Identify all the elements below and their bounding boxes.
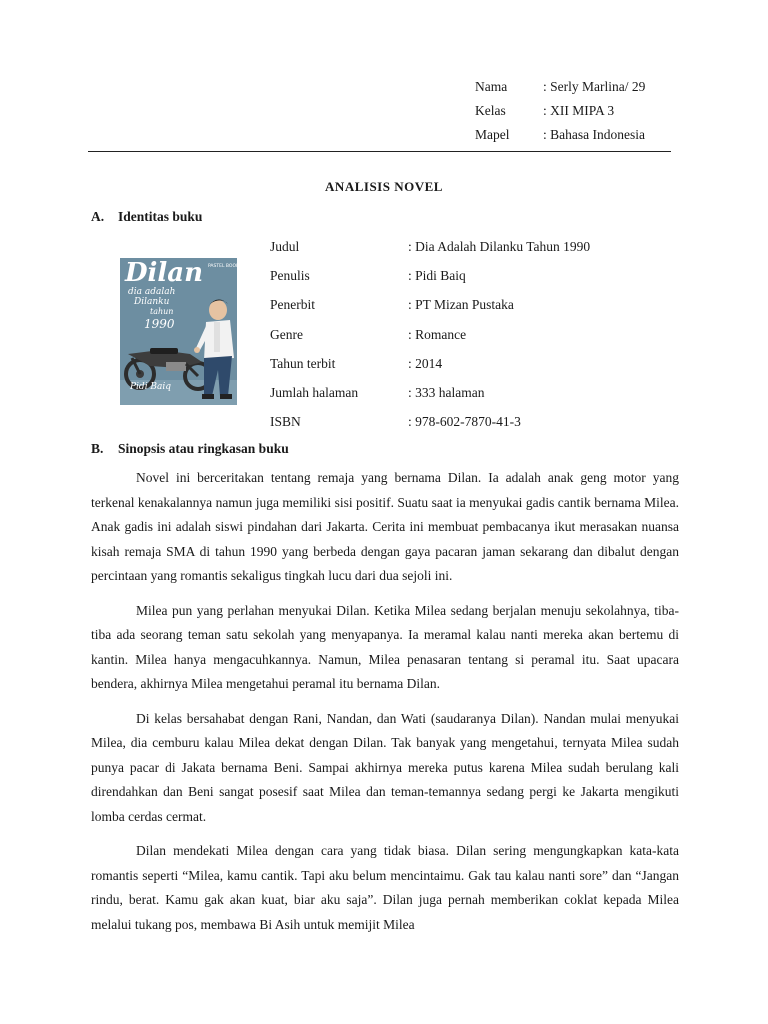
subject-row xyxy=(475,124,645,148)
subject-value: : Bahasa Indonesia xyxy=(543,127,645,142)
subject-label: Mapel xyxy=(475,127,510,142)
book-identity-table xyxy=(270,236,590,440)
book-info-row xyxy=(270,411,590,440)
student-class-row xyxy=(475,100,645,124)
section-a-letter: A. xyxy=(91,209,105,224)
cover-script-line-1: dia adalah xyxy=(128,287,176,297)
book-info-value: : PT Mizan Pustaka xyxy=(408,297,514,313)
book-info-label: Judul xyxy=(270,239,300,254)
book-info-value: : Pidi Baiq xyxy=(408,268,466,284)
book-info-row xyxy=(270,265,590,294)
section-b-title: Sinopsis atau ringkasan buku xyxy=(118,441,289,456)
cover-script-line-2: Dilanku xyxy=(134,297,170,307)
book-cover-image xyxy=(120,258,242,405)
section-b-heading xyxy=(91,441,289,457)
book-info-row xyxy=(270,294,590,323)
synopsis-paragraph: Di kelas bersahabat dengan Rani, Nandan, dan Wati (saudaranya Dilan). Nandan mulai menyukai Milea, dia cemburu kalau Milea dekat dengan Dilan. Tak banyak yang mengetahui, ternyata Milea sudah punya pacar di Jakata bernama Beni. Sampai akhirnya mereka putus karena Milea sudah berulang kali direndahkan dan Beni sangat posesif saat Milea dan teman-temannya sedang pergi ke Jakarta mengikuti lomba cerdas cermat. xyxy=(91,710,679,824)
section-a-title: Identitas buku xyxy=(118,209,203,224)
book-info-row xyxy=(270,324,590,353)
student-class-value: : XII MIPA 3 xyxy=(543,103,615,118)
student-name-label: Nama xyxy=(475,79,508,94)
book-info-row xyxy=(270,236,590,265)
book-info-value: : 333 halaman xyxy=(408,384,485,400)
student-class-label: Kelas xyxy=(475,103,506,118)
cover-script-line-4: 1990 xyxy=(144,317,175,331)
book-info-row xyxy=(270,382,590,411)
book-info-row xyxy=(270,353,590,382)
book-info-label: Jumlah halaman xyxy=(270,384,359,400)
cover-publisher-mark: PASTEL BOOKS xyxy=(208,264,242,269)
book-info-value: : Romance xyxy=(408,326,467,342)
synopsis-body xyxy=(91,466,679,947)
synopsis-paragraph: Dilan mendekati Milea dengan cara yang tidak biasa. Dilan sering mengungkapkan kata-kata romantis seperti “Milea, kamu cantik. Tapi aku belum mencintaimu. Gak tau kalau nanti sore” dan “Jangan rindu, berat. Kamu gak akan kuat, biar aku saja”. Dilan juga pernah memberikan coklat kepada Milea melalui tukang pos, membawa Bi Asih untuk memijit Milea xyxy=(91,843,679,932)
document-title: ANALISIS NOVEL xyxy=(325,179,443,194)
book-info-label: ISBN xyxy=(270,414,301,430)
book-info-label: Penulis xyxy=(270,268,310,284)
book-info-value: : 978-602-7870-41-3 xyxy=(408,414,521,430)
student-name-row xyxy=(475,76,645,100)
book-cover-illustration xyxy=(120,258,242,405)
book-info-value: : Dia Adalah Dilanku Tahun 1990 xyxy=(408,239,591,254)
synopsis-paragraph: Novel ini berceritakan tentang remaja yang bernama Dilan. Ia adalah anak geng motor yang terkenal kenakalannya namun juga memiliki sisi positif. Suatu saat ia menyukai gadis cantik bernama Milea. Anak gadis ini adalah siswi pindahan dari Jakarta. Cerita ini membuat pembacanya ikut merasakan nuansa kisah remaja SMA di tahun 1990 yang berbeda dengan gaya pacaran jaman sekarang dan dibalut dengan percintaan yang romantis sekaligus tingkah lucu dari dua sejoli ini. xyxy=(91,470,679,583)
book-info-label: Penerbit xyxy=(270,297,315,313)
cover-logo: Dilan xyxy=(125,258,204,288)
cover-author: Pidi Baiq xyxy=(130,382,172,392)
cover-script-line-3: tahun xyxy=(150,307,174,316)
student-name-value: : Serly Marlina/ 29 xyxy=(543,79,646,94)
section-b-letter: B. xyxy=(91,441,104,456)
book-info-value: : 2014 xyxy=(408,355,443,371)
book-info-label: Tahun terbit xyxy=(270,355,336,371)
book-info-label: Genre xyxy=(270,326,303,342)
section-a-heading xyxy=(91,209,202,225)
student-info xyxy=(475,76,645,148)
header-divider xyxy=(88,151,671,152)
synopsis-paragraph: Milea pun yang perlahan menyukai Dilan. Ketika Milea sedang berjalan menuju sekolahnya, tiba-tiba ada seorang teman satu sekolah yang menyapanya. Ia meramal kalau nanti mereka akan bertemu di kantin. Milea hanya mengacuhkannya. Namun, Milea penasaran tentang si peramal itu. Saat upacara bendera, akhirnya Milea mengetahui peramal itu bernama Dilan. xyxy=(91,602,679,691)
